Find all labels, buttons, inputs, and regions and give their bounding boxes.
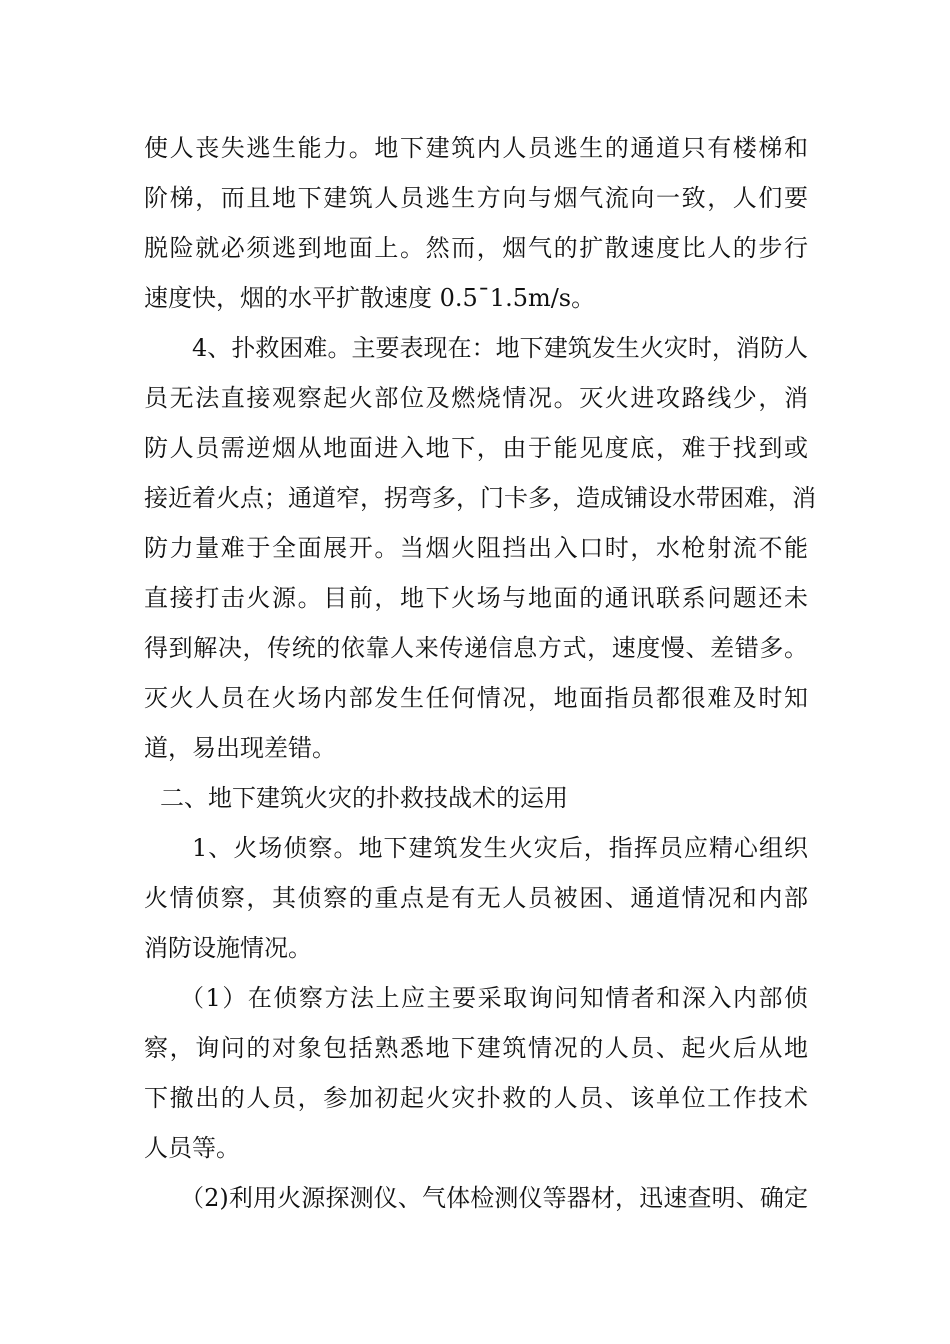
paragraph-line: 得到解决，传统的依靠人来传递信息方式，速度慢、差错多。 [144, 634, 808, 662]
paragraph-line: （1）在侦察方法上应主要采取询问知情者和深入内部侦 [180, 984, 808, 1012]
paragraph-line: 道，易出现差错。 [144, 734, 336, 762]
paragraph-line: 防力量难于全面展开。当烟火阻挡出入口时，水枪射流不能 [144, 534, 808, 562]
section-heading: 二、地下建筑火灾的扑救技战术的运用 [160, 784, 568, 812]
paragraph-line: 人员等。 [144, 1134, 240, 1162]
paragraph-line: （2)利用火源探测仪、气体检测仪等器材，迅速查明、确定 [180, 1184, 808, 1212]
paragraph-line: 直接打击火源。目前，地下火场与地面的通讯联系问题还未 [144, 584, 808, 612]
paragraph-line: 下撤出的人员，参加初起火灾扑救的人员、该单位工作技术 [144, 1084, 808, 1112]
paragraph-line: 1、火场侦察。地下建筑发生火灾后，指挥员应精心组织 [192, 834, 808, 862]
paragraph-line: 察，询问的对象包括熟悉地下建筑情况的人员、起火后从地 [144, 1034, 808, 1062]
paragraph-line: 防人员需逆烟从地面进入地下，由于能见度底，难于找到或 [144, 434, 808, 462]
paragraph-line: 员无法直接观察起火部位及燃烧情况。灭火进攻路线少，消 [144, 384, 808, 412]
paragraph-line: 4、扑救困难。主要表现在：地下建筑发生火灾时，消防人 [192, 334, 808, 362]
paragraph-line: 脱险就必须逃到地面上。然而，烟气的扩散速度比人的步行 [144, 234, 808, 262]
paragraph-line: 使人丧失逃生能力。地下建筑内人员逃生的通道只有楼梯和 [144, 134, 808, 162]
paragraph-line: 火情侦察，其侦察的重点是有无人员被困、通道情况和内部 [144, 884, 808, 912]
paragraph-line: 消防设施情况。 [144, 934, 312, 962]
paragraph-line: 阶梯，而且地下建筑人员逃生方向与烟气流向一致，人们要 [144, 184, 808, 212]
paragraph-line: 灭火人员在火场内部发生任何情况，地面指员都很难及时知 [144, 684, 808, 712]
paragraph-line: 速度快，烟的水平扩散速度 0.5¯1.5m/s。 [144, 284, 596, 312]
paragraph-line: 接近着火点；通道窄，拐弯多，门卡多，造成铺设水带困难，消 [144, 484, 816, 512]
